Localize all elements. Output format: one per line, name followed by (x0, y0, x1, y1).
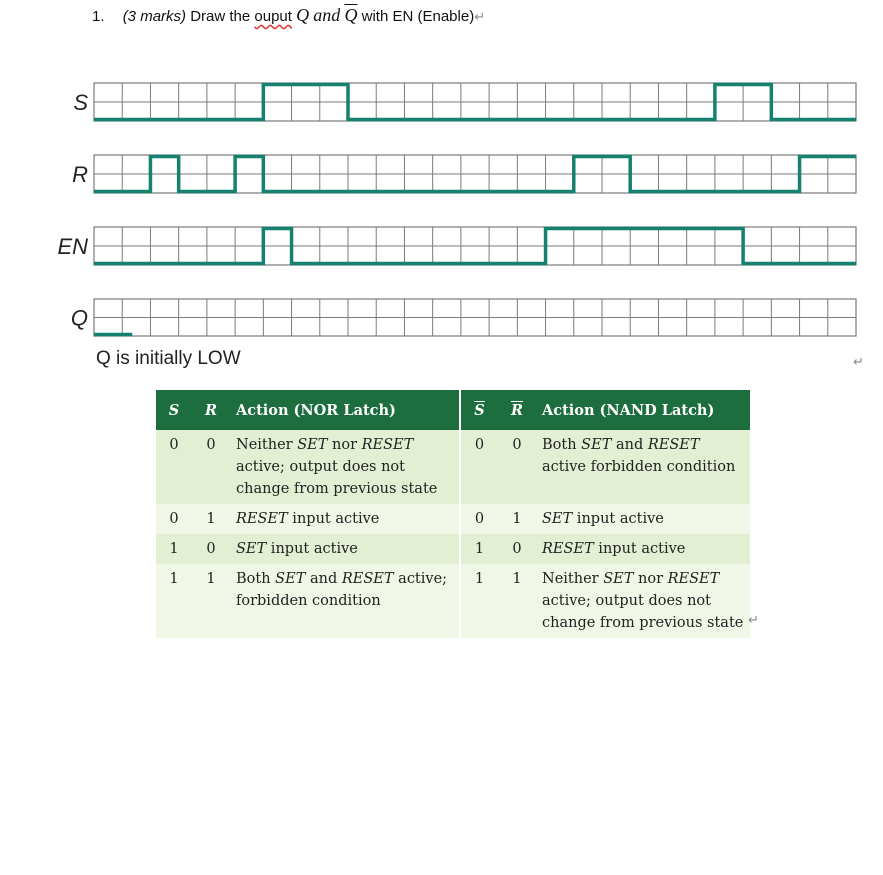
spelling-error-word[interactable]: ouput (254, 8, 292, 25)
math-and: and (313, 5, 341, 25)
cell-r-bar: 1 (498, 504, 536, 534)
signal-label-r: R (72, 162, 88, 187)
cell-nor-action: Neither SET nor RESET active; output does not change from previous state (230, 430, 460, 504)
header-action-nor: Action (NOR Latch) (230, 390, 460, 430)
header-r: R (192, 390, 230, 430)
cell-nor-action: Both SET and RESET active; forbidden condition (230, 564, 460, 638)
cell-r-bar: 0 (498, 430, 536, 504)
paragraph-mark-icon: ↵ (474, 9, 486, 24)
cell-nor-action: RESET input active (230, 504, 460, 534)
cell-r: 0 (192, 534, 230, 564)
cell-nand-action: RESET input active (536, 534, 750, 564)
paragraph-mark-icon: ↵ (748, 612, 759, 627)
math-q-bar: $\overline{Q}$ (344, 5, 358, 25)
signal-label-en: EN (57, 234, 88, 259)
cell-s-bar: 0 (460, 504, 498, 534)
paragraph-mark-icon: ↵ (853, 354, 864, 369)
header-s: S (156, 390, 192, 430)
cell-s-bar: 0 (460, 430, 498, 504)
signal-label-s: S (73, 90, 88, 115)
cell-r-bar: 1 (498, 564, 536, 638)
table-row (156, 564, 750, 638)
initial-state-note: Q is initially LOW (96, 348, 241, 369)
table-row (156, 504, 750, 534)
question-number: 1. (92, 8, 105, 25)
cell-r: 0 (192, 430, 230, 504)
cell-nor-action: SET input active (230, 534, 460, 564)
cell-nand-action: Both SET and RESET active forbidden condition (536, 430, 750, 504)
cell-s-bar: 1 (460, 534, 498, 564)
question-marks: (3 marks) (122, 8, 187, 25)
cell-r: 1 (192, 564, 230, 638)
cell-s-bar: 1 (460, 564, 498, 638)
math-q: Q (296, 5, 310, 25)
table-row (156, 534, 750, 564)
table-header-row (156, 390, 750, 430)
cell-s: 0 (156, 504, 192, 534)
signal-label-q: Q (70, 305, 88, 331)
header-s-bar: $\overline{S}$ (460, 390, 498, 430)
signal-labels (57, 90, 88, 331)
signal-lane-r (94, 155, 856, 193)
cell-r-bar: 0 (498, 534, 536, 564)
header-r-bar: $\overline{R}$ (498, 390, 536, 430)
cell-s: 1 (156, 534, 192, 564)
table-row (156, 430, 750, 504)
latch-truth-table (156, 390, 750, 638)
question-suffix: with EN (Enable) (361, 8, 475, 25)
cell-r: 1 (192, 504, 230, 534)
header-action-nand: Action (NAND Latch) (536, 390, 750, 430)
cell-nand-action: Neither SET nor RESET active; output does not change from previous state (536, 564, 750, 638)
cell-s: 0 (156, 430, 192, 504)
cell-nand-action: SET input active (536, 504, 750, 534)
timing-diagram (0, 0, 883, 380)
question-prefix: Draw the (190, 8, 251, 25)
signal-lane-s (94, 83, 856, 121)
cell-s: 1 (156, 564, 192, 638)
signal-lane-q (94, 299, 856, 336)
waveforms (94, 85, 856, 335)
